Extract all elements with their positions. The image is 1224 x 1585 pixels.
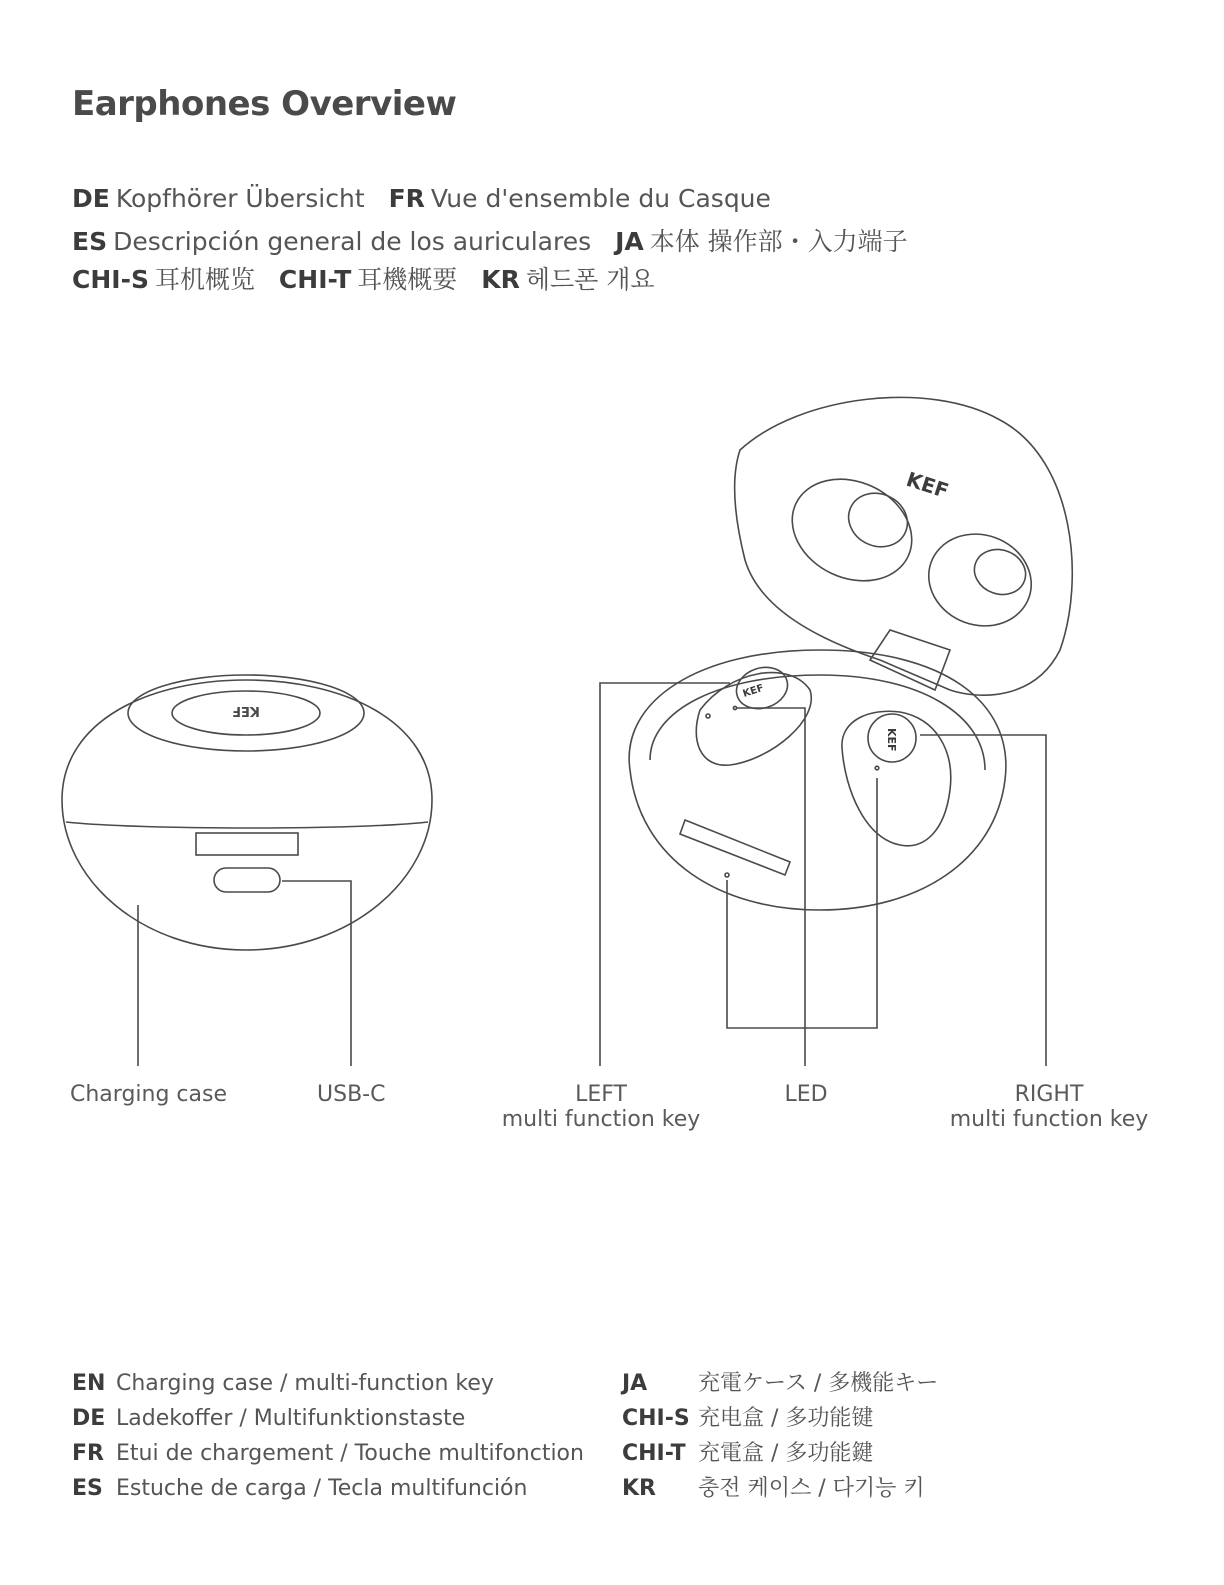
footer-row-en: EN Charging case / multi-function key <box>72 1371 494 1396</box>
left-key-title: LEFT <box>575 1082 627 1107</box>
footer-translations-right <box>622 1366 938 1506</box>
earphones-illustration <box>0 360 1224 1080</box>
page-title: Earphones Overview <box>72 84 457 124</box>
case-led <box>725 873 729 877</box>
lid-cavity-inner-right <box>968 542 1032 601</box>
right-earbud-mic <box>875 766 879 770</box>
open-charging-case <box>600 397 1072 1066</box>
right-key-leader-line <box>920 735 1046 1066</box>
open-case-lid <box>735 397 1073 695</box>
translation-row-2 <box>72 222 924 258</box>
lid-logo: KEF <box>903 466 952 503</box>
open-case-led-strip <box>680 820 790 875</box>
right-earbud-logo: KEF <box>885 728 898 752</box>
footer-row-ja: JA 充電ケース / 多機能キー <box>622 1371 939 1396</box>
translation-es: ES Descripción general de los auriculares <box>72 227 592 256</box>
footer-row-de: DE Ladekoffer / Multifunktionstaste <box>72 1406 466 1431</box>
left-earbud-mic <box>706 714 710 718</box>
right-key-subtitle: multi function key <box>949 1107 1149 1132</box>
footer-row-es: ES Estuche de carga / Tecla multifunción <box>72 1476 528 1501</box>
closed-case-logo: KEF <box>232 703 260 718</box>
lid-cavity-inner-left <box>840 484 916 556</box>
translation-de: DE Kopfhörer Übersicht <box>72 184 365 213</box>
led-bracket-line <box>727 778 877 1028</box>
usb-c-port <box>214 868 280 892</box>
right-key-label <box>944 1082 1154 1132</box>
closed-case-body <box>62 680 432 950</box>
footer-row-chi-t: CHI-T 充電盒 / 多功能鍵 <box>622 1441 874 1466</box>
usb-c-leader-line <box>282 881 351 1066</box>
footer-translations-left <box>72 1366 584 1506</box>
translation-kr: KR 헤드폰 개요 <box>481 265 655 294</box>
translation-row-1 <box>72 184 787 213</box>
translation-row-3 <box>72 260 671 296</box>
footer-row-kr: KR 충전 케이스 / 다기능 키 <box>622 1476 925 1501</box>
left-key-subtitle: multi function key <box>501 1107 701 1132</box>
translation-chi-t: CHI-T 耳機概要 <box>278 265 458 294</box>
left-key-leader-line <box>600 683 730 1066</box>
left-earbud-logo: KEF <box>741 682 766 700</box>
closed-case-clasp <box>196 833 298 855</box>
right-key-title: RIGHT <box>1014 1082 1084 1107</box>
closed-charging-case <box>62 675 432 1066</box>
charging-case-label: Charging case <box>70 1082 227 1107</box>
left-earbud-led <box>733 706 736 709</box>
footer-row-chi-s: CHI-S 充电盒 / 多功能键 <box>622 1406 874 1431</box>
footer-row-fr: FR Etui de chargement / Touche multifonction <box>72 1441 584 1466</box>
translation-fr: FR Vue d'ensemble du Casque <box>388 184 771 213</box>
left-key-label <box>496 1082 706 1132</box>
usb-c-label: USB-C <box>317 1082 386 1107</box>
translation-ja: JA 本体 操作部・入力端子 <box>615 227 908 256</box>
translation-chi-s: CHI-S 耳机概览 <box>72 265 255 294</box>
led-label: LED <box>784 1082 828 1107</box>
closed-case-seam <box>66 822 428 828</box>
